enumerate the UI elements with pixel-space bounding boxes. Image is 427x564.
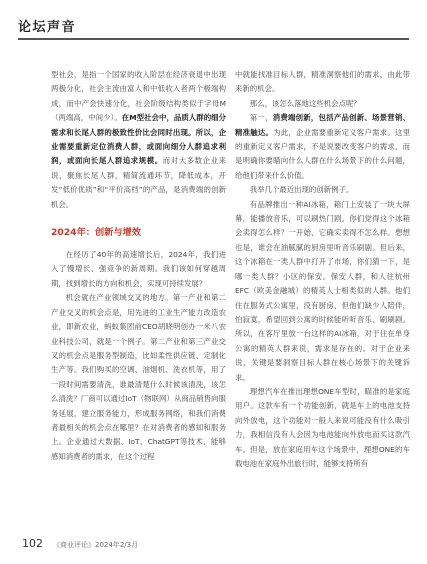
paragraph-growth-cycle: 在经历了40年的高速增长后，2024年，我们进入了慢增长、强竞争的新周期。我们该如何穿越周期，找到增长的方向和机会，实现可持续发展？: [51, 250, 226, 288]
paragraph-question: 那么，该怎么落地这些机会点呢？: [249, 98, 361, 108]
paragraph-li-auto: 理想汽车在推出理想ONE车型时，瞄准的是家庭用户。这款车有一个功能创新，就是车上的电池支持向外放电，这个功能对一般人来说可能没有什么吸引力，我相信没有人会因为电池能向外放电而买这款汽车。但是，放在家庭用车这个场景中，理想ONE的车载电池在家庭外出旅行时，能够支持所有: [235, 386, 410, 468]
publication-info: 《商业评论》2024年2/3月: [53, 541, 139, 549]
header-divider: [18, 38, 409, 40]
emphasis-text: 在M型社会中，品质人群的细分需求和长尾人群的极致性价比会同时出现。所以，企业需要重新定位消费人群，或面向细分人群追求利润，或面向长尾人群追求规模。: [51, 113, 226, 166]
page-footer: [22, 537, 138, 550]
page-number: 102: [22, 537, 43, 550]
left-column: [51, 68, 226, 464]
paragraph-examples-intro: 我举几个最近出现的创新例子。: [249, 185, 354, 195]
right-column: [235, 68, 410, 471]
paragraph-m-society: 型社会，是指一个国家的收入阶层在经济衰退中出现两极分化，社会主流由富人和中低收入者两个极端构成，而中产会快速分化，社会阶级结构类似于字母M（两端高，中间少）。在M型社会中，品质人群的细分需求和长尾人群的极致性价比会同时出现。所以，企业需要重新定位消费人群，或面向细分人群追求利润，或面向长尾人群追求规模。而对大多数企业来说，聚焦长尾人群，精简流通环节，降低成本，开发“低价优质”和“平价高档”的产品，是消费端的创新机会。: [51, 70, 226, 209]
emphasis-text: 消费端创新，包括产品创新、场景营销、精准触达。: [235, 113, 410, 137]
section-heading: 2024年：创新与增效: [51, 227, 141, 239]
paragraph-continuation: 中就能找准目标人群，精准洞察他们的需求，由此带来新的机会。: [235, 70, 410, 94]
section-title: 论坛声音: [18, 20, 77, 35]
paragraph-consumer-innovation: 第一，消费端创新，包括产品创新、场景营销、精准触达。为此，企业需要重新定义客户需求。这里的重新定义客户需求，不是说要改变客户的需求，而是明确你要瞄向什么人群在什么场景下的什么问题，给他们带来什么价值。: [235, 113, 410, 180]
paragraph-ai-fridge: 有品牌推出一种AI冰箱，箱门上安装了一块大屏幕，能播放音乐，可以刷热门剧。你们觉得这个冰箱会卖得怎么样？一开始，它确实卖得不怎么样。想想也是，谁会在油腻腻的厨房里听音乐刷剧。但后来，这个冰箱在一类人群中打开了市场，你们猜一下，是哪一类人群？小区的保安。保安人群，和人住杭州EFC（欧美金融城）的精英人士相类似的人群。他们住在服务式公寓里，没有厨房，但他们缺少人陪伴，怕寂寞，希望回到公寓的时候能听听音乐、刷刷剧。所以，在客厅里放一台这样的AI冰箱，对于住在单身公寓的精英人群来说，需求是存在的。对于企业来说，关键是要洞察目标人群在核心场景下的关键诉求。: [235, 199, 410, 382]
paragraph-industry-intersection: 机会就在产业领域交叉的地方。第一产业和第二产业交叉的机会点是，用先进的工业生产能力改造农业，即新农业，蚂蚁集团前CEO胡晓明创办一米八农业科技公司，就是一个例子。第二产业和第三产业交叉的机会点是服务型制造，比如柔性供应链、定制化生产等。我们购买的空调、油烟机、洗衣机等，用了一段时间需要清洗，谁最清楚什么时候该清洗，该怎么清洗？厂商可以通过IoT（物联网）从商品销售向服务延展，建立服务能力，形成服务网络，和我们消费者最相关的机会点在哪里？在对消费者的感知和服务上。企业通过大数据、IoT、ChatGPT等技术，能够感知消费者的需求，在这个过程: [51, 293, 226, 461]
